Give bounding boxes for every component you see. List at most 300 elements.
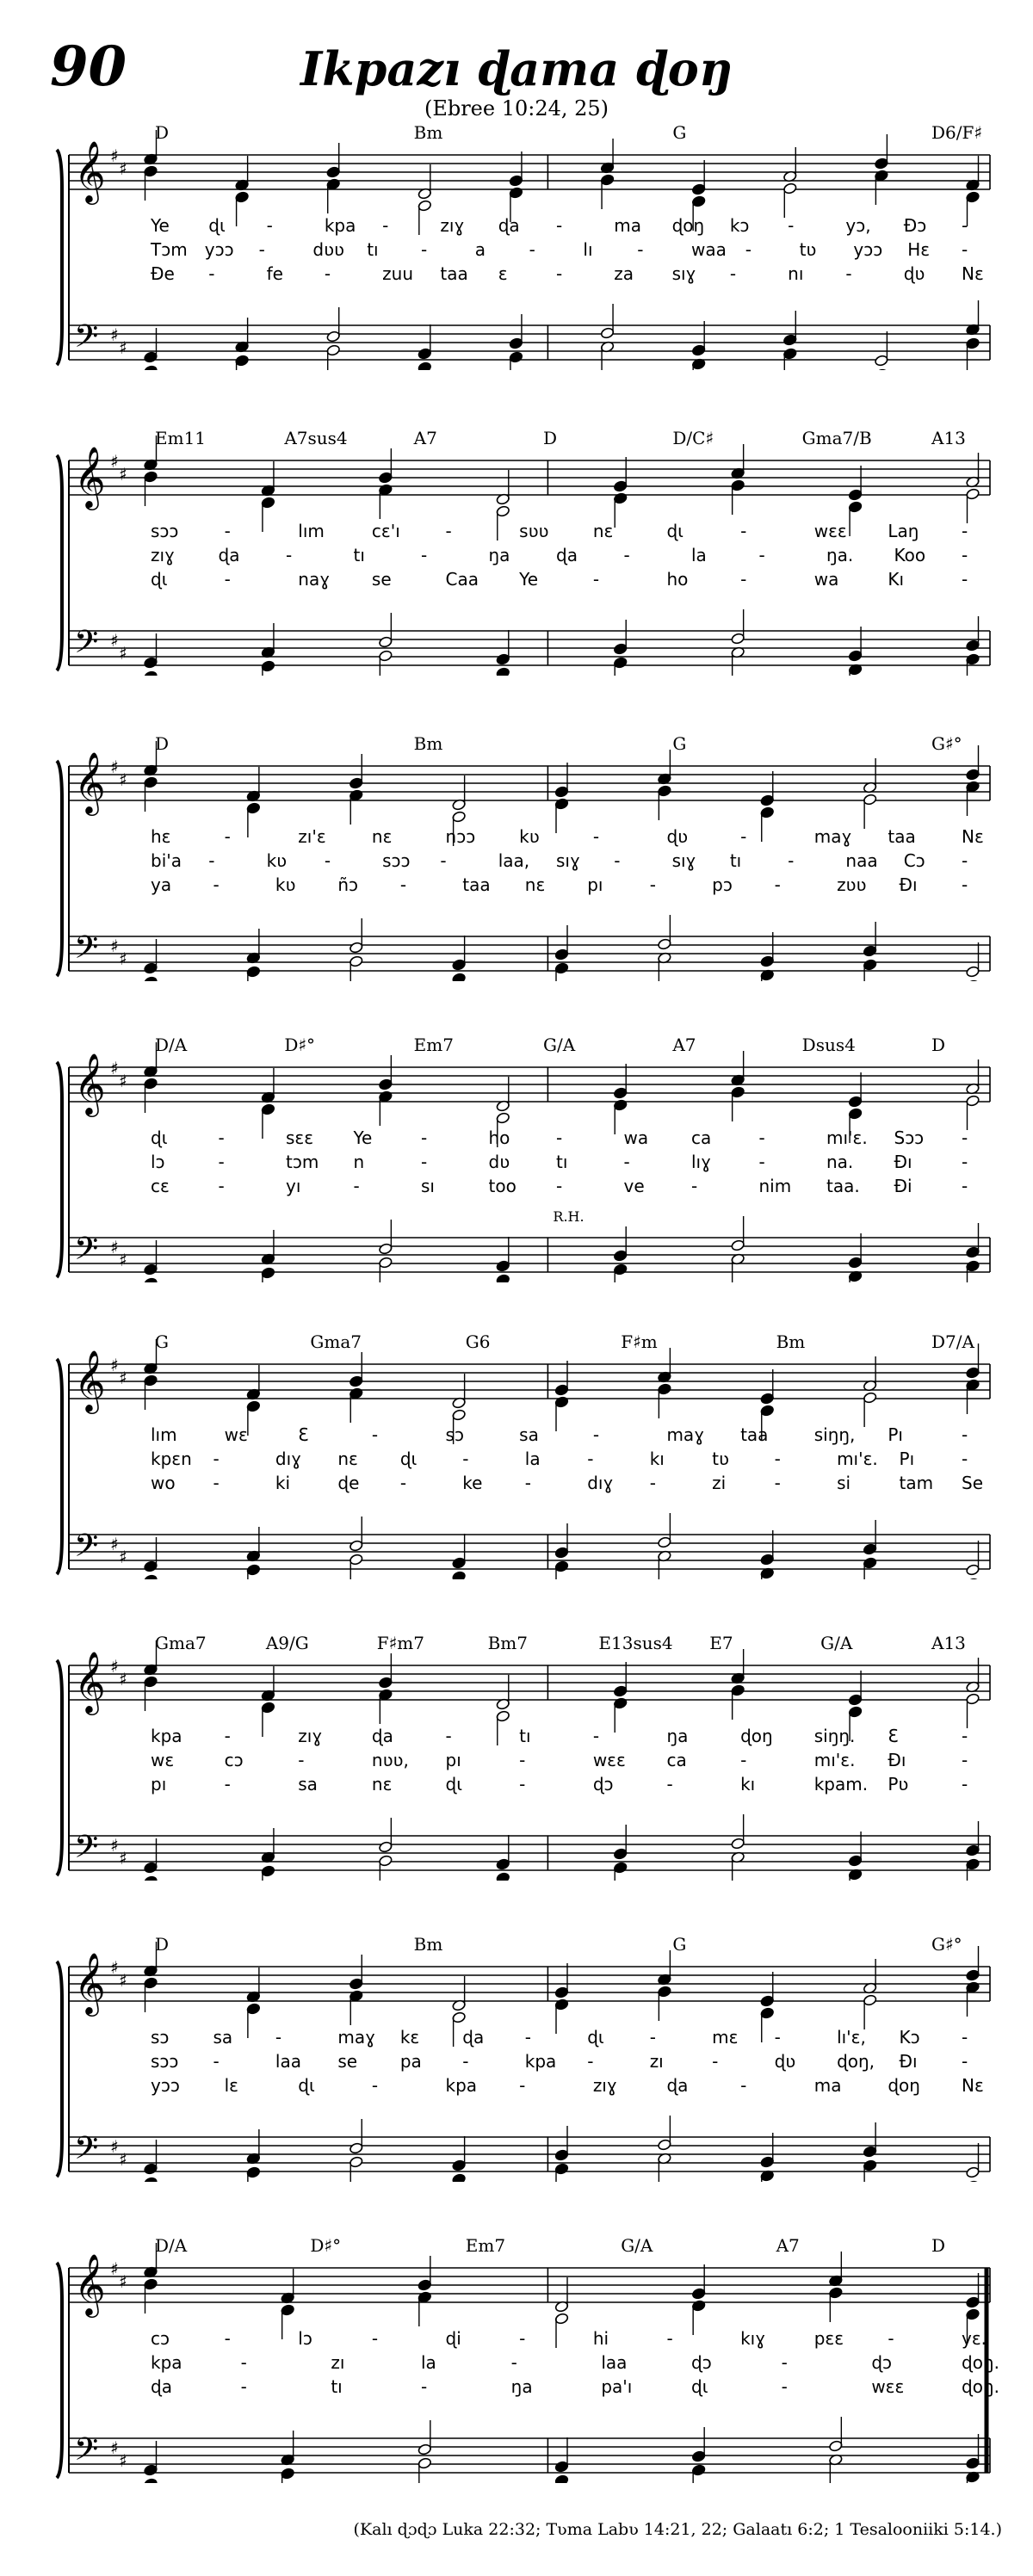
syllable-hyphen: - — [740, 521, 747, 541]
chord-symbol: D — [931, 2235, 946, 2256]
lyric-syllable: ɖɩ — [151, 569, 168, 590]
bass-note — [496, 1274, 510, 1282]
lyric-syllable: ɖa — [371, 1726, 393, 1746]
soprano-note — [760, 1369, 775, 1405]
lyric-syllable: sɔɔ — [382, 850, 411, 871]
chord-symbol: D♯° — [284, 1035, 316, 1055]
page-number: 90 — [50, 34, 127, 99]
lyric-syllable: za — [614, 263, 634, 284]
scripture-reference: (Ebree 10:24, 25) — [424, 96, 609, 120]
lyric-syllable: nɛ — [524, 874, 546, 895]
soprano-note — [554, 1963, 569, 1998]
lyric-syllable: kpɛn — [151, 1449, 192, 1469]
soprano-note — [379, 1055, 393, 1090]
soprano-note — [966, 156, 980, 191]
bass-note — [691, 2464, 706, 2483]
syllable-hyphen: - — [712, 2051, 719, 2072]
lyric-syllable: la — [421, 2352, 436, 2373]
bass-note — [829, 2454, 844, 2483]
syllable-hyphen: - — [592, 569, 600, 590]
syllable-hyphen: - — [962, 2051, 968, 2072]
alto-note — [613, 1697, 628, 1733]
tenor-note — [863, 2122, 877, 2158]
soprano-note — [782, 147, 797, 182]
lyric-syllable: naɣ — [298, 569, 331, 590]
lyric-syllable: Ɛ — [888, 1726, 899, 1746]
chord-symbol: D — [543, 428, 558, 448]
bass-note — [281, 2468, 295, 2483]
soprano-note — [731, 1051, 745, 1086]
lyric-syllable: ɖoŋ. — [962, 2376, 999, 2397]
tenor-note — [848, 627, 863, 662]
alto-note — [782, 182, 797, 218]
lyric-syllable: yɔɔ — [151, 2075, 180, 2096]
score-svg — [50, 1640, 1007, 1881]
syllable-hyphen: - — [788, 215, 795, 236]
tenor-note — [782, 311, 797, 346]
lyric-syllable: bi'a — [151, 850, 182, 871]
syllable-hyphen: - — [962, 1774, 968, 1795]
lyric-syllable: la — [691, 545, 707, 565]
tenor-note — [848, 1832, 863, 1867]
tenor-note — [261, 1230, 275, 1265]
lyric-syllable: cɛ — [151, 1176, 170, 1196]
lyric-syllable: Koo — [894, 545, 926, 565]
lyric-syllable: ñɔ — [337, 874, 359, 895]
lyric-syllable: laa, — [498, 850, 530, 871]
lyric-syllable: Ye — [151, 215, 170, 236]
system-4 — [50, 1035, 1007, 1334]
system-brace — [57, 150, 62, 365]
bass-note — [349, 1554, 363, 1579]
syllable-hyphen: - — [774, 2027, 781, 2048]
chord-symbol: A7 — [776, 2235, 800, 2256]
lyric-syllable: wɛ — [151, 1750, 175, 1770]
bass-note — [731, 646, 745, 676]
syllable-hyphen: - — [774, 874, 781, 895]
syllable-hyphen: - — [371, 2075, 379, 2096]
chord-symbol: A9/G — [265, 1633, 309, 1653]
chord-symbol: Dsus4 — [801, 1035, 856, 1055]
lyric-syllable: Se — [962, 1473, 983, 1493]
alto-note — [829, 2287, 844, 2322]
syllable-hyphen: - — [962, 1750, 968, 1770]
lyric-syllable: Ɖı — [899, 874, 918, 895]
key-sharp-icon: ♯ — [110, 2136, 119, 2157]
lyric-syllable: tı — [729, 850, 742, 871]
syllable-hyphen: - — [556, 215, 563, 236]
alto-note — [658, 1986, 672, 2021]
syllable-hyphen: - — [962, 1152, 968, 1172]
soprano-note — [966, 1059, 980, 1095]
syllable-hyphen: - — [962, 1176, 968, 1196]
chord-symbol: Gma7 — [155, 1633, 207, 1653]
soprano-note — [261, 1068, 275, 1103]
lyric-syllable: ma — [813, 2075, 842, 2096]
treble-staff — [69, 1364, 990, 1399]
syllable-hyphen: - — [745, 239, 752, 260]
bass-note — [418, 2457, 432, 2483]
soprano-note — [418, 2256, 432, 2291]
alto-note — [144, 1078, 158, 1113]
tenor-note — [144, 633, 158, 669]
soprano-note — [600, 139, 615, 174]
tenor-note — [731, 1216, 745, 1251]
soprano-note — [848, 466, 863, 501]
soprano-note — [691, 160, 706, 195]
chord-symbol: G♯° — [931, 1934, 962, 1955]
lyric-syllable: Laŋ — [888, 521, 919, 541]
lyric-syllable: mı'ɛ. — [837, 1449, 878, 1469]
lyric-syllable: Tɔm — [151, 239, 188, 260]
soprano-note — [349, 754, 363, 789]
lyric-syllable: sa — [213, 2027, 233, 2048]
lyric-syllable: dʋ — [488, 1152, 510, 1172]
bass-note — [246, 2166, 261, 2182]
treble-staff — [69, 766, 990, 800]
lyric-syllable: yɔɔ — [853, 239, 883, 260]
alto-note — [966, 1981, 980, 2017]
lyric-syllable: tı — [367, 239, 379, 260]
tenor-note — [658, 2116, 672, 2151]
lyric-syllable: ɖa — [151, 2376, 172, 2397]
soprano-note — [326, 143, 341, 178]
lyric-syllable: nʋʋ, — [371, 1750, 409, 1770]
lyric-syllable: ɖɔ — [592, 1774, 614, 1795]
key-sharp-icon: ♯ — [119, 769, 127, 790]
alto-note — [658, 1383, 672, 1418]
tenor-note — [760, 932, 775, 967]
bass-note — [235, 355, 250, 370]
alto-note — [379, 1090, 393, 1126]
tenor-note — [848, 1233, 863, 1269]
lyric-syllable: yɛ. — [962, 2328, 987, 2349]
lyric-syllable: zi — [712, 1473, 727, 1493]
bass-note — [379, 1257, 393, 1282]
key-sharp-icon: ♯ — [110, 1957, 119, 1978]
lyric-syllable: zıɣ — [298, 1726, 323, 1746]
lyric-syllable: ŋa. — [826, 545, 854, 565]
soprano-note — [848, 1671, 863, 1706]
chord-symbol: F♯m7 — [376, 1633, 424, 1653]
syllable-hyphen: - — [845, 263, 852, 284]
bass-staff — [69, 325, 990, 360]
syllable-hyphen: - — [266, 215, 273, 236]
tenor-note — [144, 328, 158, 363]
tenor-note — [554, 1523, 569, 1559]
chord-symbol: G — [155, 1331, 169, 1352]
lyric-syllable: ɖa — [498, 215, 520, 236]
alto-note — [144, 776, 158, 812]
chord-symbol: G♯° — [931, 733, 962, 754]
lyric-syllable: ɖɩ — [151, 1127, 168, 1148]
chord-symbol: Gma7/B — [801, 428, 872, 448]
chord-symbol: A7sus4 — [284, 428, 348, 448]
lyric-syllable: taa — [440, 263, 468, 284]
lyric-syllable: wa — [813, 569, 839, 590]
soprano-note — [966, 745, 980, 781]
lyric-syllable: wɛɛ — [871, 2376, 905, 2397]
lyric-syllable: taa — [740, 1424, 769, 1445]
bass-note — [658, 2153, 672, 2182]
lyric-syllable: Ɛ — [298, 1424, 309, 1445]
bass-note — [452, 973, 467, 981]
soprano-note — [863, 1356, 877, 1392]
alto-note — [144, 471, 158, 506]
lyric-syllable: na. — [826, 1152, 854, 1172]
alto-note — [613, 492, 628, 528]
syllable-hyphen: - — [781, 2352, 788, 2373]
key-sharp-icon: ♯ — [119, 1669, 127, 1690]
tenor-note — [966, 942, 980, 978]
system-2 — [50, 428, 1007, 727]
key-sharp-icon: ♯ — [110, 630, 119, 651]
chord-symbol: D/A — [155, 2235, 188, 2256]
lyric-syllable: se — [337, 2051, 358, 2072]
soprano-note — [281, 2269, 295, 2304]
soprano-note — [966, 453, 980, 488]
lyric-syllable: ɖʋ — [774, 2051, 796, 2072]
lyric-syllable: lı — [583, 239, 593, 260]
soprano-note — [554, 2277, 569, 2313]
bass-note — [554, 962, 569, 981]
lyric-syllable: ɖɩ — [691, 2376, 708, 2397]
tenor-note — [144, 2441, 158, 2476]
syllable-hyphen: - — [224, 2328, 231, 2349]
syllable-hyphen: - — [421, 2376, 428, 2397]
score-svg — [50, 435, 1007, 676]
alto-note — [875, 170, 889, 205]
lyric-syllable: ɖɔ — [691, 2352, 712, 2373]
chord-symbol: Gma7 — [310, 1331, 362, 1352]
chord-symbol: D♯° — [310, 2235, 342, 2256]
key-sharp-icon: ♯ — [119, 337, 127, 358]
lyric-syllable: Ɖı — [894, 1152, 912, 1172]
bass-clef-icon: 𝄢 — [74, 624, 99, 668]
syllable-hyphen: - — [788, 850, 795, 871]
alto-note — [760, 2007, 775, 2042]
syllable-hyphen: - — [519, 2075, 526, 2096]
key-sharp-icon: ♯ — [119, 643, 127, 664]
lyric-syllable: mı'ɛ. — [826, 1127, 868, 1148]
lyric-syllable: ki — [275, 1473, 291, 1493]
syllable-hyphen: - — [758, 1127, 765, 1148]
syllable-hyphen: - — [324, 850, 331, 871]
syllable-hyphen: - — [298, 1750, 305, 1770]
syllable-hyphen: - — [774, 1473, 781, 1493]
lyric-syllable: kı — [649, 1449, 665, 1469]
soprano-note — [760, 1972, 775, 2007]
soprano-note — [496, 470, 510, 505]
alto-note — [600, 174, 615, 209]
soprano-note — [452, 1976, 467, 2011]
system-1 — [50, 122, 1007, 422]
lyric-syllable: lı'ɛ, — [837, 2027, 866, 2048]
chord-symbol: Bm — [776, 1331, 806, 1352]
syllable-hyphen: - — [691, 1176, 698, 1196]
lyric-syllable: zuu — [382, 263, 413, 284]
lyric-syllable: wo — [151, 1473, 176, 1493]
key-sharp-icon: ♯ — [119, 158, 127, 179]
lyric-syllable: ɖoŋ — [888, 2075, 920, 2096]
system-brace — [57, 1961, 62, 2177]
lyric-syllable: zı'ɛ — [298, 826, 326, 847]
hand-annotation: R.H. — [553, 1208, 585, 1225]
key-sharp-icon: ♯ — [119, 2450, 127, 2471]
soprano-note — [246, 1968, 261, 2003]
lyric-syllable: pɔ — [712, 874, 733, 895]
lyric-syllable: tam — [899, 1473, 934, 1493]
alto-note — [966, 1379, 980, 1414]
chord-symbol: Bm — [413, 122, 443, 143]
syllable-hyphen: - — [218, 1176, 225, 1196]
system-brace — [57, 1660, 62, 1875]
lyric-syllable: Kı — [888, 569, 905, 590]
lyric-syllable: taa — [888, 826, 916, 847]
lyric-syllable: cɔ — [224, 1750, 244, 1770]
lyric-syllable: ma — [614, 215, 642, 236]
syllable-hyphen: - — [556, 1176, 563, 1196]
tenor-note — [966, 2434, 980, 2469]
tenor-note — [613, 620, 628, 655]
key-sharp-icon: ♯ — [119, 1071, 127, 1091]
lyric-syllable: zʋʋ — [837, 874, 867, 895]
lyric-syllable: maɣ — [337, 2027, 376, 2048]
soprano-note — [496, 1675, 510, 1710]
lyric-syllable: ɖoŋ, — [837, 2051, 875, 2072]
treble-clef-icon: 𝄞 — [74, 1349, 106, 1412]
key-sharp-icon: ♯ — [119, 1250, 127, 1270]
alto-note — [731, 1086, 745, 1121]
lyric-syllable: nɛ — [337, 1449, 358, 1469]
alto-note — [966, 781, 980, 816]
footnote: (Kalı ɖɔɖɔ Luka 22:32; Tʋma Labʋ 14:21, 22; Galaatı 6:2; 1 Tesalooniiki 5:14.) — [353, 2520, 1002, 2539]
tenor-note — [509, 314, 523, 349]
lyric-syllable: Ɖi — [894, 1176, 912, 1196]
lyric-syllable: Pʋ — [888, 1774, 909, 1795]
bass-note — [554, 2163, 569, 2182]
bass-note — [246, 966, 261, 981]
lyric-syllable: wɛɛ — [592, 1750, 626, 1770]
alto-note — [496, 1710, 510, 1745]
soprano-note — [613, 1064, 628, 1099]
syllable-hyphen: - — [962, 2027, 968, 2048]
syllable-hyphen: - — [213, 2051, 220, 2072]
syllable-hyphen: - — [224, 521, 231, 541]
system-brace — [57, 455, 62, 670]
lyric-syllable: tʋ — [799, 239, 817, 260]
system-brace — [57, 1062, 62, 1277]
lyric-syllable: Ye — [353, 1127, 373, 1148]
system-8 — [50, 2235, 1007, 2535]
lyric-syllable: si — [837, 1473, 851, 1493]
key-sharp-icon: ♯ — [110, 757, 119, 777]
bass-note — [613, 657, 628, 676]
syllable-hyphen: - — [740, 569, 747, 590]
key-sharp-icon: ♯ — [110, 324, 119, 345]
soprano-note — [246, 1365, 261, 1400]
lyric-syllable: Kɔ — [899, 2027, 920, 2048]
lyric-syllable: kʋ — [519, 826, 540, 847]
lyric-syllable: kpa — [324, 215, 356, 236]
chord-symbol: D6/F♯ — [931, 122, 983, 143]
key-sharp-icon: ♯ — [119, 2271, 127, 2292]
chord-symbol: D — [155, 1934, 170, 1955]
syllable-hyphen: - — [275, 2027, 282, 2048]
treble-staff — [69, 1067, 990, 1102]
key-sharp-icon: ♯ — [110, 1835, 119, 1856]
chord-symbol: D — [155, 122, 170, 143]
tenor-note — [144, 939, 158, 974]
key-sharp-icon: ♯ — [119, 2149, 127, 2170]
alto-note — [235, 191, 250, 226]
syllable-hyphen: - — [962, 545, 968, 565]
lyric-syllable: laa — [275, 2051, 301, 2072]
tenor-note — [554, 2126, 569, 2161]
bass-note — [613, 1263, 628, 1282]
chord-symbol: D — [155, 733, 170, 754]
system-brace — [57, 2263, 62, 2478]
bass-note — [452, 1571, 467, 1579]
tenor-note — [246, 929, 261, 964]
alto-note — [848, 501, 863, 536]
lyric-syllable: sʋʋ — [519, 521, 549, 541]
bass-note — [144, 976, 158, 981]
syllable-hyphen: - — [399, 1473, 407, 1493]
tenor-note — [613, 1825, 628, 1860]
syllable-hyphen: - — [649, 2027, 656, 2048]
bass-note — [379, 650, 393, 676]
bass-note — [966, 337, 980, 370]
alto-note — [379, 1689, 393, 1724]
lyric-syllable: zıɣ — [440, 215, 465, 236]
treble-staff — [69, 2268, 990, 2302]
lyric-syllable: mɛ — [712, 2027, 739, 2048]
tenor-note — [600, 304, 615, 339]
bass-clef-icon: 𝄢 — [74, 2130, 99, 2174]
alto-note — [691, 2300, 706, 2335]
lyric-syllable: pı — [445, 1750, 461, 1770]
soprano-note — [452, 775, 467, 811]
key-sharp-icon: ♯ — [119, 1368, 127, 1388]
alto-note — [760, 806, 775, 842]
lyric-syllable: zı — [331, 2352, 345, 2373]
lyric-syllable: kɛ — [399, 2027, 420, 2048]
soprano-note — [418, 164, 432, 200]
treble-clef-icon: 𝄞 — [74, 751, 106, 813]
soprano-note — [848, 1072, 863, 1108]
bass-note — [731, 1851, 745, 1881]
alto-note — [281, 2304, 295, 2339]
alto-note — [246, 1400, 261, 1436]
lyric-syllable: se — [371, 569, 392, 590]
syllable-hyphen: - — [371, 1424, 379, 1445]
syllable-hyphen: - — [524, 2027, 531, 2048]
lyric-syllable: ɖa — [666, 2075, 689, 2096]
lyric-syllable: ŋa — [488, 545, 510, 565]
syllable-hyphen: - — [962, 521, 968, 541]
bass-note — [966, 2180, 980, 2182]
lyric-syllable: kpa — [151, 2352, 182, 2373]
syllable-hyphen: - — [729, 263, 737, 284]
syllable-hyphen: - — [218, 1127, 225, 1148]
lyric-syllable: ɖɔ — [871, 2352, 893, 2373]
syllable-hyphen: - — [666, 2328, 673, 2349]
alto-note — [246, 2003, 261, 2038]
key-sharp-icon: ♯ — [110, 2437, 119, 2458]
tenor-note — [760, 2133, 775, 2168]
lyric-syllable: lıɣ — [691, 1152, 712, 1172]
